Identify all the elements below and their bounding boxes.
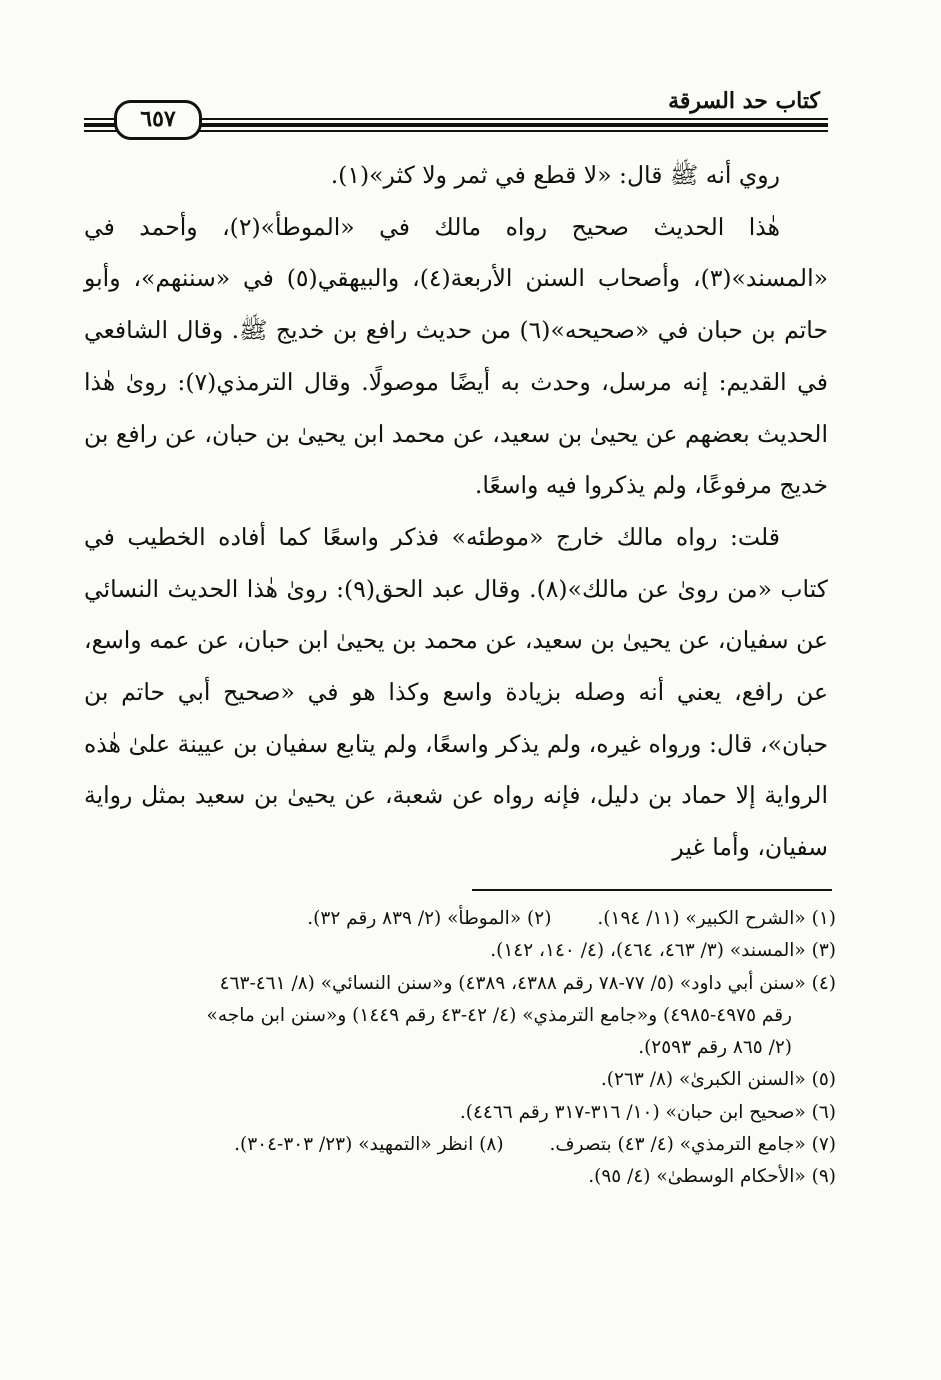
page-header [84,86,828,136]
footnote-row-7-8 [84,1129,836,1161]
footnote-1: (١) «الشرح الكبير» (١١/ ١٩٤). [597,908,836,929]
footnotes [84,903,836,1194]
footnote-6: (٦) «صحيح ابن حبان» (١٠/ ٣١٦-٣١٧ رقم ٤٤٦٦). [459,1101,836,1123]
footnote-4-line-3: (٢/ ٨٦٥ رقم ٢٥٩٣). [638,1037,792,1059]
main-text [84,150,828,874]
footnote-separator [472,889,832,891]
footnote-4: (٤) «سنن أبي داود» (٥/ ٧٧-٧٨ رقم ٤٣٨٨، ٤٣٨٩) و«سنن النسائي» (٨/ ٤٦١-٤٦٣ [219,972,836,994]
footnote-8: (٨) انظر «التمهيد» (٢٣/ ٣٠٣-٣٠٤). [234,1134,504,1156]
running-title: كتاب حد السرقة [668,88,820,114]
paragraph-1: روي أنه ﷺ قال: «لا قطع في ثمر ولا كثر»(١). [330,161,780,189]
footnote-3: (٣) «المسند» (٣/ ٤٦٣، ٤٦٤)، (٤/ ١٤٠، ١٤٢). [490,940,836,962]
footnote-4-line-2: رقم ٤٩٧٥-٤٩٨٥) و«جامع الترمذي» (٤/ ٤٢-٤٣ رقم ١٤٤٩) و«سنن ابن ماجه» [206,1004,792,1026]
paragraph-3: قلت: رواه مالك خارج «موطئه» فذكر واسعًا كما أفاده الخطيب في كتاب «من روىٰ عن مالك»(٨). وقال عبد الحق(٩): روىٰ هٰذا الحديث النسائي عن سفيان، عن يحيىٰ بن سعيد، عن محمد بن يحيىٰ ابن حبان، عن عمه واسع، عن رافع، يعني أنه وصله بزيادة واسع وكذا هو في «صحيح أبي حاتم بن حبان»، قال: ورواه غيره، ولم يذكر واسعًا، ولم يتابع سفيان بن عيينة علىٰ هٰذه الرواية إلا حماد بن دليل، فإنه رواه عن شعبة، عن يحيىٰ بن سعيد بمثل رواية سفيان، وأما غير [84,522,828,862]
page-number: ٦٥٧ [114,100,202,140]
footnote-row-1-2 [84,903,836,935]
footnote-9: (٩) «الأحكام الوسطىٰ» (٤/ ٩٥). [588,1166,836,1188]
footnote-7: (٧) «جامع الترمذي» (٤/ ٤٣) بتصرف. [549,1134,836,1156]
footnote-2: (٢) «الموطأ» (٢/ ٨٣٩ رقم ٣٢). [307,908,552,929]
footnote-5: (٥) «السنن الكبرىٰ» (٨/ ٢٦٣). [600,1069,836,1091]
paragraph-2: هٰذا الحديث صحيح رواه مالك في «الموطأ»(٢)، وأحمد في «المسند»(٣)، وأصحاب السنن الأربعة(٤)، والبيهقي(٥) في «سننهم»، وأبو حاتم بن حبان في «صحيحه»(٦) من حديث رافع بن خديج ﷺ. وقال الشافعي في القديم: إنه مرسل، وحدث به أيضًا موصولًا. وقال الترمذي(٧): روىٰ هٰذا الحديث بعضهم عن يحيىٰ بن سعيد، عن محمد ابن يحيىٰ بن حبان، عن رافع بن خديج مرفوعًا، ولم يذكروا فيه واسعًا. [84,212,829,500]
